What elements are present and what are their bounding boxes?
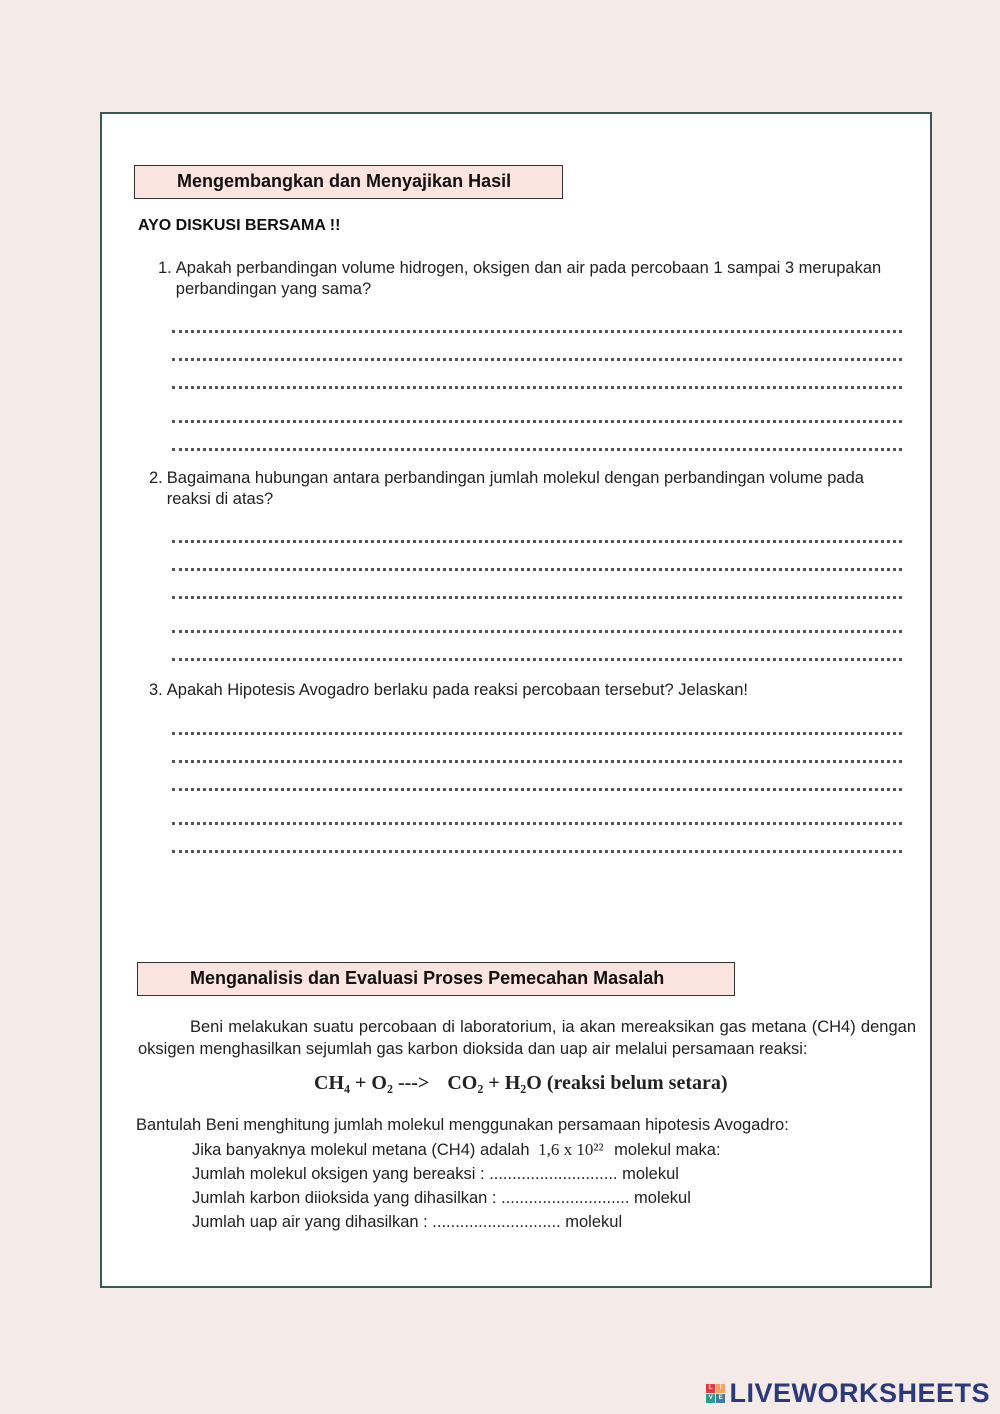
given-suffix: molekul maka:	[614, 1141, 721, 1159]
question-1	[158, 258, 918, 300]
question-number: 1.	[158, 259, 172, 277]
problem-text: Beni melakukan suatu percobaan di laboratorium, ia akan mereaksikan gas metana (CH4) dengan oksigen menghasilkan sejumlah gas karbon dioksida dan uap air melalui persamaan reaksi:	[138, 1018, 916, 1058]
answer-line[interactable]	[172, 760, 902, 763]
problem-paragraph	[138, 1016, 916, 1060]
question-2	[149, 468, 909, 510]
answer-line[interactable]	[172, 788, 902, 791]
given-value: 1,6 x 10²²	[538, 1140, 604, 1159]
logo-text: LIVEWORKSHEETS	[729, 1378, 990, 1408]
question-number: 2.	[149, 469, 163, 487]
answer-line[interactable]	[172, 658, 902, 661]
answer-water-vapor[interactable]: Jumlah uap air yang dihasilkan : ............................ molekul	[192, 1213, 623, 1231]
answer-line[interactable]	[172, 448, 902, 451]
given-prefix: Jika banyaknya molekul metana (CH4) adalah	[192, 1141, 530, 1159]
question-3	[149, 680, 909, 701]
equation-reactants: CH₄ + O₂ --->	[314, 1072, 430, 1094]
answer-line[interactable]	[172, 822, 902, 825]
instruction-text: Bantulah Beni menghitung jumlah molekul menggunakan persamaan hipotesis Avogadro:	[136, 1116, 789, 1134]
answer-lines-2[interactable]	[172, 528, 902, 661]
section-title-develop: Mengembangkan dan Menyajikan Hasil	[134, 165, 563, 199]
question-text: Apakah Hipotesis Avogadro berlaku pada reaksi percobaan tersebut? Jelaskan!	[166, 681, 749, 699]
answer-line[interactable]	[172, 420, 902, 423]
answer-line[interactable]	[172, 568, 902, 571]
answer-carbon-dioxide[interactable]: Jumlah karbon diioksida yang dihasilkan : ............................ molekul	[192, 1189, 691, 1207]
equation-products: CO₂ + H₂O (reaksi belum setara)	[447, 1072, 728, 1094]
discussion-heading: AYO DISKUSI BERSAMA !!	[138, 217, 341, 234]
given-line	[192, 1138, 721, 1162]
answer-line[interactable]	[172, 386, 902, 389]
worksheet-page	[100, 112, 932, 1288]
answer-line[interactable]	[172, 330, 902, 333]
answer-line[interactable]	[172, 732, 902, 735]
logo-mark-tile: E	[716, 1394, 725, 1403]
reaction-equation	[314, 1072, 728, 1095]
question-text: Bagaimana hubungan antara perbandingan jumlah molekul dengan perbandingan volume pada reaksi di atas?	[166, 469, 864, 508]
question-text: Apakah perbandingan volume hidrogen, oksigen dan air pada percobaan 1 sampai 3 merupakan perbandingan yang sama?	[175, 259, 882, 298]
answer-line[interactable]	[172, 850, 902, 853]
question-number: 3.	[149, 681, 163, 699]
logo-mark-tile: V	[706, 1394, 715, 1403]
answer-line[interactable]	[172, 630, 902, 633]
answer-lines-1[interactable]	[172, 318, 902, 451]
answer-line[interactable]	[172, 358, 902, 361]
logo-mark-tile: I	[716, 1384, 725, 1393]
answer-lines-3[interactable]	[172, 720, 902, 853]
answer-line[interactable]	[172, 596, 902, 599]
section-title-analyze: Menganalisis dan Evaluasi Proses Pemecahan Masalah	[137, 962, 735, 996]
answer-oxygen[interactable]: Jumlah molekul oksigen yang bereaksi : ............................ molekul	[192, 1165, 679, 1183]
logo-mark-tile: L	[706, 1384, 715, 1393]
logo-mark-icon	[706, 1384, 725, 1403]
calculation-block	[192, 1138, 721, 1234]
liveworksheets-logo[interactable]	[706, 1378, 990, 1409]
answer-line[interactable]	[172, 540, 902, 543]
